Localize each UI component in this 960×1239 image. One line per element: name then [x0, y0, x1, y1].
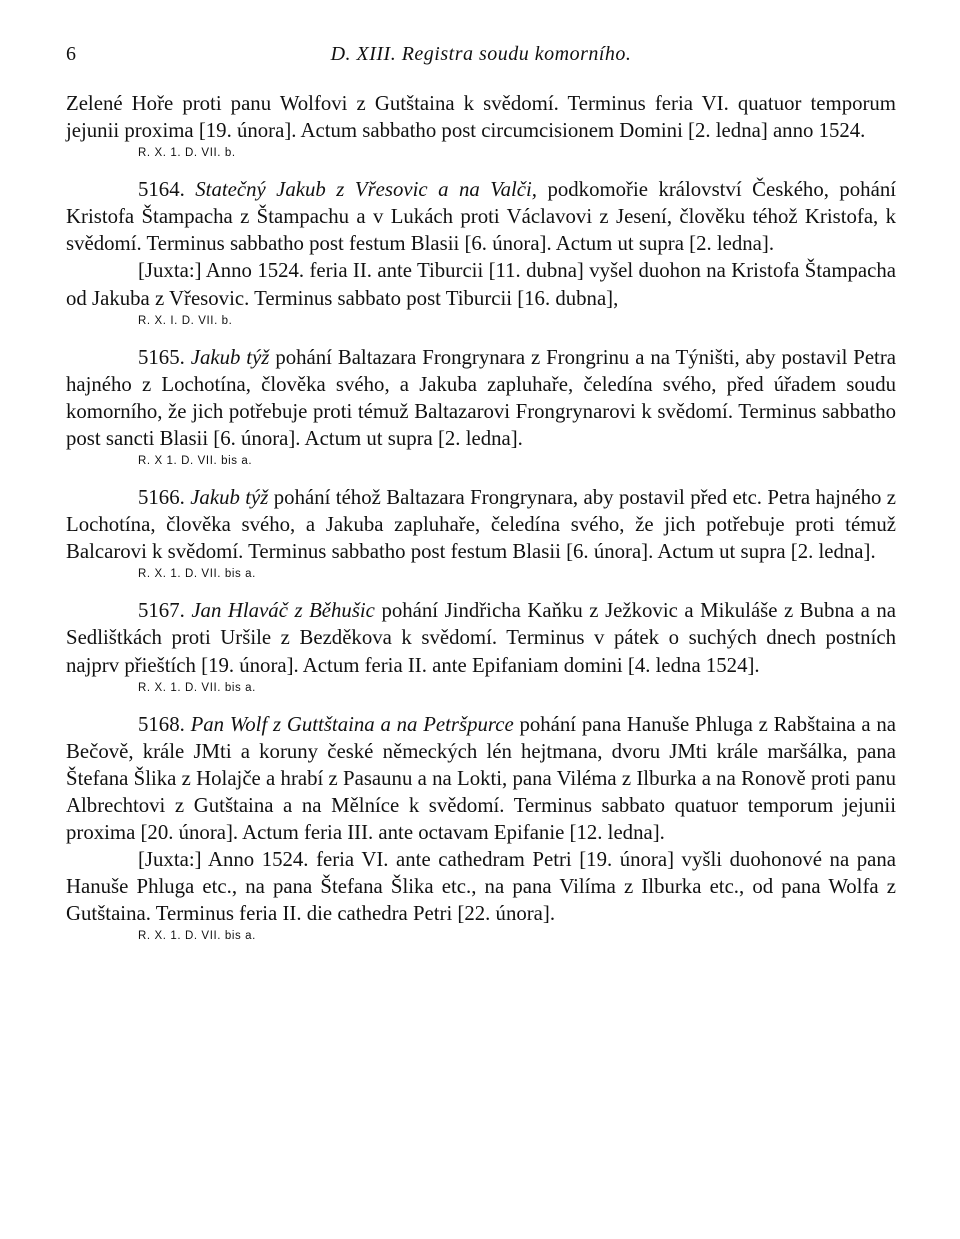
entry-text: pohání pana Hanuše Phluga z Rabštaina a na Bečově, krále JMti a koruny české německých lén hejtmana, dvoru JMti krále maršálka, pana Štefana Šlika z Holajče a hrabí z Pasaunu a na Lokti, pana Viléma z Ilburka a na Ronově proti panu Albrechtovi z Gutštaina a na Mělníce k svědomí. Terminus sabbato quatuor temporum jejunii proxima [20. února]. Actum feria III. ante octavam Epifanie [12. ledna].	[66, 712, 896, 844]
entry-number: 5167.	[138, 599, 185, 623]
entry-number: 5166.	[138, 486, 185, 510]
entry-person-name: Jakub týž	[190, 345, 270, 369]
register-entry	[66, 484, 896, 583]
running-title: D. XIII. Registra soudu komorního.	[330, 43, 632, 65]
document-body	[66, 90, 896, 959]
entry-paragraph	[66, 484, 896, 565]
entry-text: [Juxta:] Anno 1524. feria II. ante Tiburcii [11. dubna] vyšel duohon na Kristofa Štampacha od Jakuba z Vřesovic. Terminus sabbato post Tiburcii [16. dubna],	[66, 259, 896, 310]
entry-paragraph	[66, 597, 896, 678]
entry-text: Zelené Hoře proti panu Wolfovi z Gutštaina k svědomí. Terminus feria VI. quatuor temporum jejunii proxima [19. února]. Actum sabbatho post circumcisionem Domini [2. ledna] anno 1524.	[66, 92, 896, 143]
archive-signature: R. X. 1. D. VII. bis a.	[138, 568, 256, 581]
entry-person-name: Pan Wolf z Guttštaina a na Petršpurce	[190, 712, 514, 736]
entry-person-name: Jan Hlaváč z Běhušic	[191, 599, 375, 623]
entry-text: pohání téhož Baltazara Frongrynara, aby postavil před etc. Petra hajného z Lochotína, člověka svého, a Jakuba zapluhaře, čeledína svého, že jich potřebuje proti témuž Balcarovi k svědomí. Terminus sabbatho post festum Blasii [6. února]. Actum ut supra [2. ledna].	[66, 486, 897, 564]
entry-paragraph	[66, 711, 896, 846]
entry-text: podkomořie království Českého, pohání Kristofa Štampacha z Štampachu a v Lukách proti Václavovi z Jesení, člověku téhož Kristofa, k svědomí. Terminus sabbatho post festum Blasii [6. února]. Actum ut supra [2. ledna].	[66, 178, 896, 256]
entry-paragraph	[66, 846, 896, 927]
entry-number: 5165.	[138, 345, 185, 369]
entry-person-name: Jakub týž	[190, 486, 269, 510]
register-entry	[66, 176, 896, 329]
archive-signature: R. X. 1. D. VII. bis a.	[138, 930, 256, 943]
entry-paragraph	[66, 90, 896, 144]
entry-paragraph	[66, 176, 896, 257]
page-header	[66, 40, 896, 68]
entry-number: 5164.	[138, 178, 185, 202]
entry-number: 5168.	[138, 712, 185, 736]
entry-text: pohání Jindřicha Kaňku z Ježkovic a Mikuláše z Bubna a na Sedlištkách proti Uršile z Bezděkova k svědomí. Terminus v pátek o suchých dnech postních najprv přieštích [19. února]. Actum feria II. ante Epifaniam domini [4. ledna 1524].	[66, 599, 897, 677]
archive-signature: R. X. 1. D. VII. b.	[138, 147, 236, 160]
entry-text: [Juxta:] Anno 1524. feria VI. ante cathedram Petri [19. února] vyšli duohonové na pana Hanuše Phluga etc., na pana Štefana Šlika etc., na pana Vilíma z Ilburka etc., od pana Wolfa z Gutštaina. Terminus feria II. die cathedra Petri [22. února].	[66, 848, 896, 926]
entry-text: pohání Baltazara Frongrynara z Frongrinu a na Týništi, aby postavil Petra hajného z Lochotína, člověka svého, a Jakuba zapluhaře, čeledína svého, před úřadem soudu komorního, že jich potřebuje proti témuž Baltazarovi Frongrynarovi k svědomí. Terminus sabbatho post sancti Blasii [6. února]. Actum ut supra [2. ledna].	[66, 345, 896, 450]
register-entry	[66, 711, 896, 946]
register-entry	[66, 597, 896, 696]
archive-signature: R. X. 1. D. VII. bis a.	[138, 681, 256, 694]
archive-signature: R. X. I. D. VII. b.	[138, 314, 233, 327]
register-entry	[66, 344, 896, 470]
entry-paragraph	[66, 257, 896, 311]
register-entry	[66, 90, 896, 162]
entry-paragraph	[66, 344, 896, 452]
page-number: 6	[66, 43, 76, 65]
archive-signature: R. X 1. D. VII. bis a.	[138, 455, 253, 468]
entry-person-name: Statečný Jakub z Vřesovic a na Valči,	[195, 178, 538, 202]
